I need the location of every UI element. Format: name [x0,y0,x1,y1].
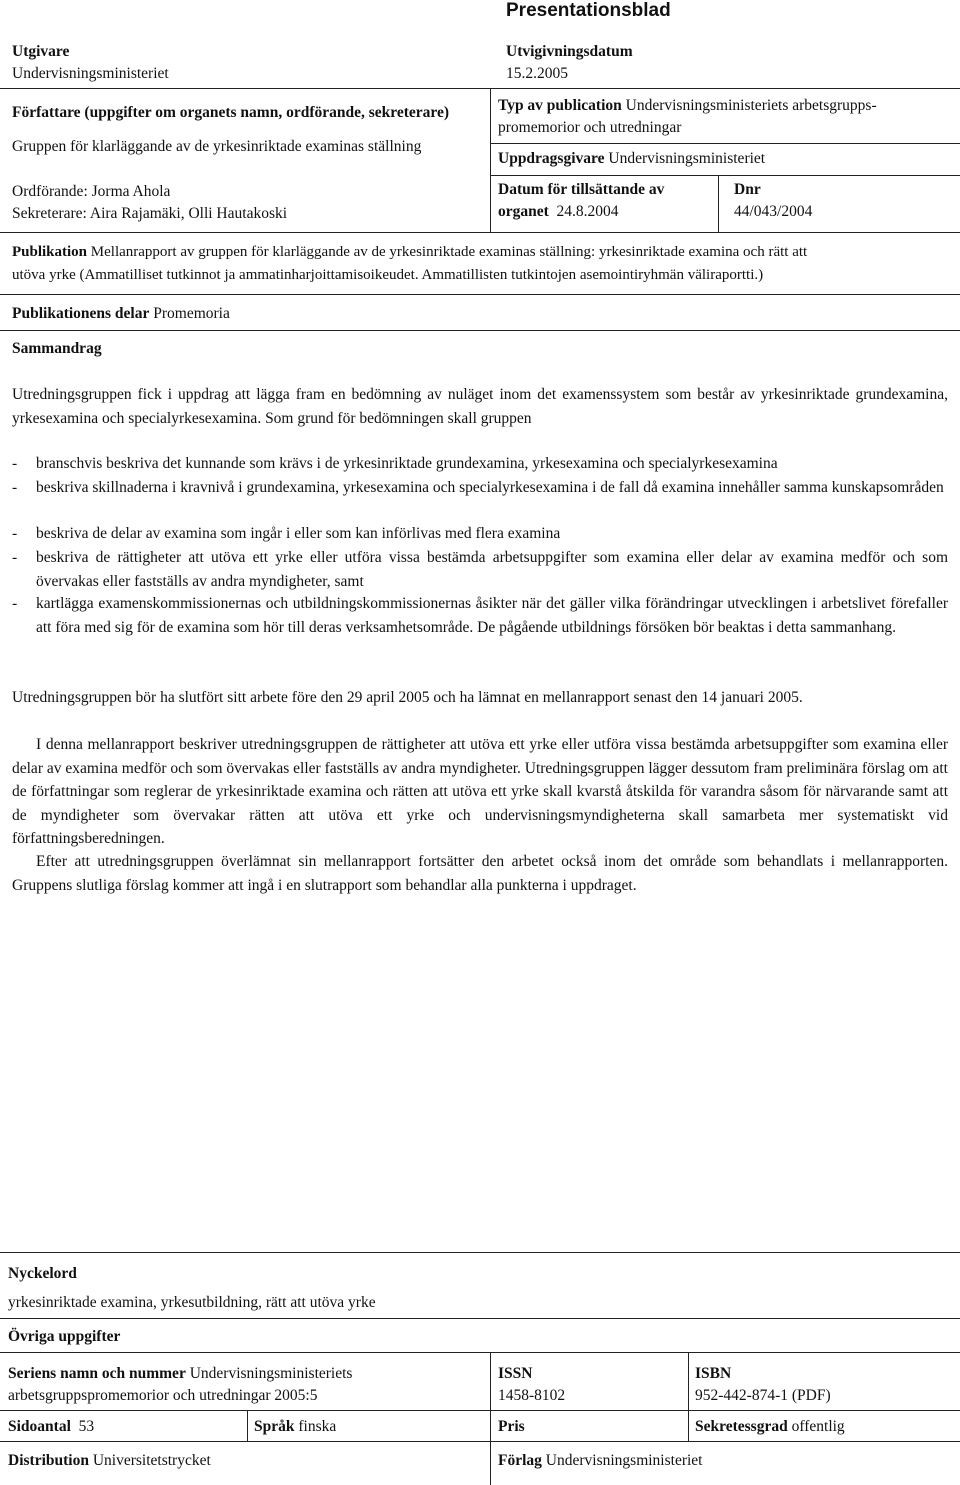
publisher-value: Undervisningsministeriet [12,65,169,82]
publishing-house: Förlag Undervisningsministeriet [498,1452,703,1469]
isbn-label: ISBN [695,1365,732,1382]
divider [688,1352,689,1441]
dnr-value: 44/043/2004 [734,203,813,220]
secrecy: Sekretessgrad offentlig [695,1418,845,1435]
summary-intro: Utredningsgruppen fick i uppdrag att lägga fram en bedömning av nuläget inom det examenssystem som består av yrkesinriktade grundexamina, yrkesexamina och specialyrkesexamina. Som grund för bedömningen skall gruppen [12,386,948,427]
page-title: Presentationsblad [506,0,671,21]
divider [0,88,960,89]
series-cont: arbetsgruppspromemorior och utredningar 2005:5 [8,1387,318,1404]
appointed-label: Datum för tillsättande av [498,181,665,198]
release-label: Utvigivningsdatum [506,43,633,60]
list-item: - beskriva de delar av examina som ingår i eller som kan införlivas med flera examina [12,525,561,542]
divider [490,143,960,144]
keywords-label: Nyckelord [8,1265,77,1282]
list-item: - branschvis beskriva det kunnande som krävs i de yrkesinriktade grundexamina, yrkesexamina och specialyrkesexamina [12,455,778,472]
publication-cont: utöva yrke (Ammatilliset tutkinnot ja ammatinharjoittamisoikeudet. Ammatillisten tutkintojen asemointiryhmän väliraportti.) [12,267,764,283]
divider [0,1352,960,1353]
divider [0,1318,960,1319]
divider [0,1410,960,1411]
divider [0,1441,960,1442]
series: Seriens namn och nummer Undervisningsministeriets [8,1365,353,1382]
list-item: - beskriva de rättigheter att utöva ett yrke eller utföra vissa bestämda arbetsuppgifter som examina eller delar av examina medför och som övervakas eller fastställs av andra myndigheter, samt [12,549,948,590]
authors-chair: Ordförande: Jorma Ahola [12,183,171,200]
divider [0,232,960,233]
list-item: - kartlägga examenskommissionernas och utbildningskommissionernas åsikter när det gäller vilka förändringar utvecklingen i arbetslivet förefaller att föra med sig för de examina som hör till deras verksamhetsområde. De pågående utbildnings försöken bör beaktas i detta sammanhang. [12,595,948,636]
dnr-label: Dnr [734,181,761,198]
appointed-value: organet 24.8.2004 [498,203,619,220]
publication: Publikation Mellanrapport av gruppen för klarläggande av de yrkesinriktade examinas ställning: yrkesinriktade examina och rätt att [12,244,808,260]
publisher-label: Utgivare [12,43,70,60]
divider [718,175,719,232]
page-count: Sidoantal 53 [8,1418,95,1435]
other-label: Övriga uppgifter [8,1328,121,1345]
divider [0,1252,960,1253]
issn-label: ISSN [498,1365,533,1382]
summary-paragraph: Efter att utredningsgruppen överlämnat sin mellanrapport fortsätter den arbetet också inom det område som behandlats i mellanrapporten. Gruppens slutliga förslag kommer att ingå i en slutrapport som behandlar alla punkterna i uppdraget. [12,853,948,894]
language: Språk finska [254,1418,337,1435]
publication-type: Typ av publication Undervisningsministeriets arbetsgrupps- [498,97,877,114]
isbn-value: 952-442-874-1 (PDF) [695,1387,831,1404]
publication-parts: Publikationens delar Promemoria [12,305,230,322]
keywords-value: yrkesinriktade examina, yrkesutbildning, rätt att utöva yrke [8,1294,376,1311]
divider [490,175,960,176]
divider [0,330,960,331]
authors-secretary: Sekreterare: Aira Rajamäki, Olli Hautakoski [12,205,288,222]
authors-label: Författare (uppgifter om organets namn, ordförande, sekreterare) [12,104,450,121]
publication-type-cont: promemorior och utredningar [498,119,682,136]
divider [490,1352,491,1485]
summary-paragraph: Utredningsgruppen bör ha slutfört sitt arbete före den 29 april 2005 och ha lämnat en mellanrapport senast den 14 januari 2005. [12,689,803,706]
divider [0,294,960,295]
list-item: - beskriva skillnaderna i kravnivå i grundexamina, yrkesexamina och specialyrkesexamina i de fall då examina innehåller samma kunskapsområden [12,479,944,496]
release-value: 15.2.2005 [506,65,568,82]
commissioner: Uppdragsgivare Undervisningsministeriet [498,150,766,167]
price-label: Pris [498,1418,525,1435]
distribution: Distribution Universitetstrycket [8,1452,211,1469]
summary-label: Sammandrag [12,340,102,357]
divider [490,88,491,232]
authors-group: Gruppen för klarläggande av de yrkesinriktade examinas ställning [12,138,422,155]
issn-value: 1458-8102 [498,1387,566,1404]
divider [247,1410,248,1441]
summary-paragraph: I denna mellanrapport beskriver utredningsgruppen de rättigheter att utöva ett yrke eller utföra vissa bestämda arbetsuppgifter som examina eller delar av examina medför och som övervakas eller fastställs av andra myndigheter. Utredningsgruppen lägger dessutom fram preliminära förslag om att de författningar som reglerar de yrkesinriktade examina och rätten att utöva ett yrke skall kvarstå åtskilda för varandra såsom för närvarande samt att de myndigheter som övervakar rätten att utöva ett yrke och undervisningsmyndigheterna skall samarbeta mer systematiskt vid författningsberedningen. [12,736,948,847]
